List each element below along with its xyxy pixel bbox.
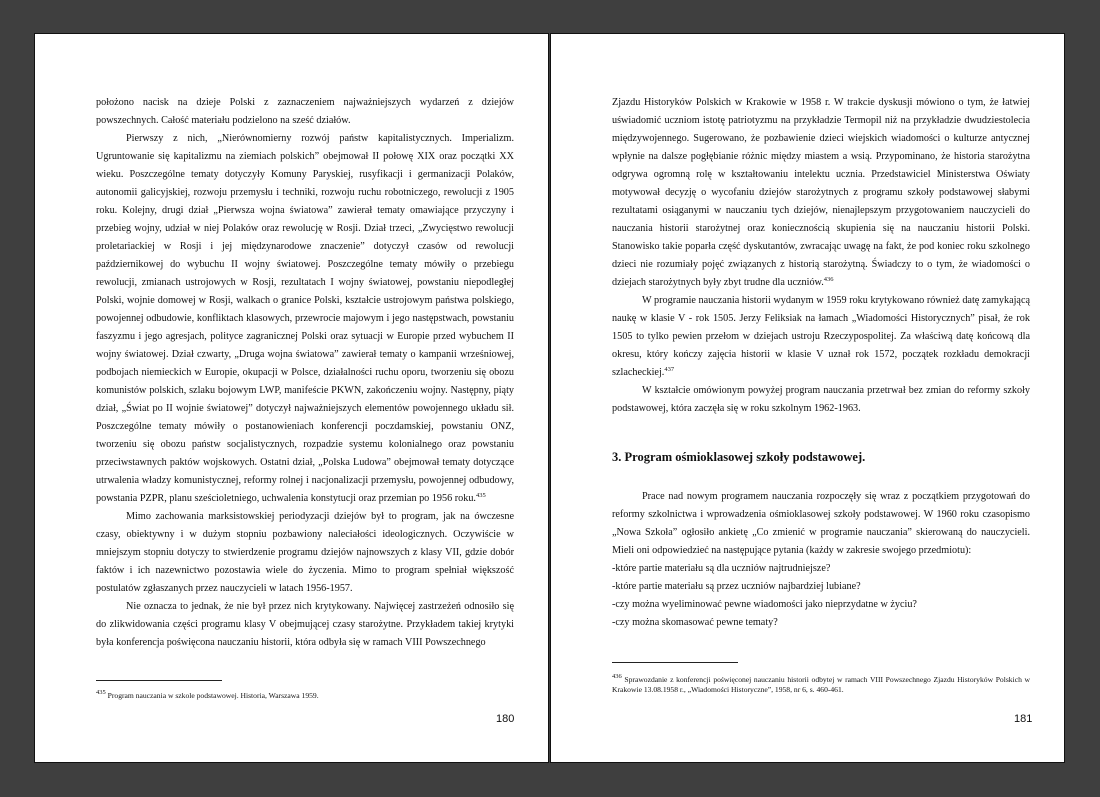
question-item: -czy można skomasować pewne tematy?	[612, 617, 778, 628]
section-heading: 3. Program ośmioklasowej szkoły podstawowej.	[612, 450, 866, 464]
footnote-separator	[96, 680, 222, 681]
right-page-body	[612, 94, 1030, 632]
footnote: $^{436}$ Sprawozdanie z konferencji poświęconej nauczaniu historii odbytej w ramach VIII Powszechnego Zjazdu Historyków Polskich w Krakowie 13.08.1958 r., „Wiadomości Historyczne”, 1958, nr 6, s. 460-461.	[612, 673, 1030, 694]
question-item: -czy można wyeliminować pewne wiadomości jako nieprzydatne w życiu?	[612, 599, 917, 610]
page-181	[550, 33, 1065, 763]
page-number: 180	[496, 713, 515, 725]
question-item: -które partie materiału są dla uczniów najtrudniejsze?	[612, 563, 831, 574]
paragraph: położono nacisk na dzieje Polski z zaznaczeniem najważniejszych wydarzeń z dziejów powszechnych. Całość materiału podzielono na sześć działów.	[96, 97, 514, 126]
question-item: -które partie materiału są przez uczniów najbardziej lubiane?	[612, 581, 861, 592]
page-180	[34, 33, 549, 763]
footnote-separator	[612, 662, 738, 663]
paragraph: Zjazdu Historyków Polskich w Krakowie w 1958 r. W trakcie dyskusji mówiono o tym, że łatwiej uświadomić uczniom istotę patriotyzmu na przykładzie Termopil niż na przykładzie dwudziestolecia międzywojennego. Sugerowano, że pozbawienie dzieci wiejskich wiadomości o kulturze antycznej wpłynie na dalsze pogłębianie różnic między miastem a wsią. Przypominano, że historia starożytna odgrywa ogromną rolę w kształtowaniu intelektu ucznia. Przedstawiciel Ministerstwa Oświaty motywował decyzję o wycofaniu dziejów starożytnych z programu szkoły podstawowej słabymi rezultatami osiąganymi w nauczaniu tych dziejów, nienajlepszym przygotowaniem nauczycieli do nauczania historii starożytnej oraz koniecznością skupienia się na nauczaniu historii Polski. Stanowisko takie poparła część dyskutantów, zwracając uwagę na fakt, że pod koniec roku szkolnego dzieci nie rozumiały pojęć związanych z historią starożytną. Świadczy to o tym, że wiadomości o dziejach starożytnych były zbyt trudne dla uczniów.$^{436}$	[612, 97, 1030, 288]
page-number: 181	[1014, 713, 1033, 725]
paragraph: W programie nauczania historii wydanym w 1959 roku krytykowano również datę zamykającą naukę w klasie V - rok 1505. Jerzy Feliksiak na łamach „Wiadomości Historycznych” pisał, że rok 1505 to tylko pewien przełom w dziejach ustroju Rzeczypospolitej. Za właściwą datę końcową dla okresu, który kończy zajęcia historii w klasie V uznał rok 1572, początek rozkładu demokracji szlacheckiej.$^{437}$	[612, 295, 1030, 378]
left-page-body	[96, 94, 514, 652]
footnote-number: 436	[612, 673, 622, 680]
paragraph: W kształcie omówionym powyżej program nauczania przetrwał bez zmian do reformy szkoły podstawowej, która zaczęła się w roku szkolnym 1962-1963.	[612, 385, 1030, 414]
paragraph: Prace nad nowym programem nauczania rozpoczęły się wraz z początkiem przygotowań do reformy szkolnictwa i wprowadzenia ośmioklasowej szkoły podstawowej. W 1960 roku czasopismo „Nowa Szkoła” ogłosiło ankietę „Co zmienić w programie nauczania” skierowaną do nauczycieli. Mieli oni odpowiedzieć na następujące pytania (każdy w zakresie swojego przedmiotu):	[612, 491, 1030, 556]
paragraph: Nie oznacza to jednak, że nie był przez nich krytykowany. Najwięcej zastrzeżeń odnosiło się do zlikwidowania części programu klasy V obejmującej czasy starożytne. Przykładem takiej krytyki była konferencja poświęcona nauczaniu historii, która odbyła się w ramach VIII Powszechnego	[96, 601, 514, 648]
footnote-ref: 436	[823, 276, 834, 283]
footnote-ref: 435	[475, 492, 486, 499]
footnote: $^{435}$ Program nauczania w szkole podstawowej. Historia, Warszawa 1959.	[96, 689, 319, 700]
footnote-ref: 437	[664, 366, 675, 373]
paragraph: Mimo zachowania marksistowskiej periodyzacji dziejów był to program, jak na ówczesne czasy, obiektywny i w dużym stopniu pozbawiony naleciałości ideologicznych. Oczywiście w mniejszym stopniu dotyczy to stwierdzenie programu dziejów najnowszych z klasy VII, gdzie dobór faktów i ich nazewnictwo pozostawia wiele do życzenia. Mimo to program spełniał większość postulatów zgłaszanych przez nauczycieli w latach 1956-1957.	[96, 511, 514, 594]
paragraph: Pierwszy z nich, „Nierównomierny rozwój państw kapitalistycznych. Imperializm. Ugruntowanie się kapitalizmu na ziemiach polskich” obejmował II połowę XIX oraz początki XX wieku. Poszczególne tematy dotyczyły Komuny Paryskiej, rusyfikacji i germanizacji Polaków, autonomii galicyjskiej, rozwoju przemysłu i techniki, rozwoju ruchu robotniczego, rewolucji z 1905 roku. Kolejny, drugi dział „Pierwsza wojna światowa” zawierał tematy omawiające przyczyny i przebieg wojny, udział w niej Polaków oraz rewolucję w Rosji. Dział trzeci, „Zwycięstwo rewolucji proletariackiej w Rosji i jej międzynarodowe znaczenie” dotyczył czasów od rewolucji październikowej do wybuchu II wojny światowej. Poszczególne tematy mówiły o przebiegu rewolucji, zmianach ustrojowych w Rosji, rezultatach I wojny światowej, powstaniu niepodległej Polski, wojnie domowej w Rosji, walkach o granice Polski, kształcie ustrojowym państwa polskiego, powojennej odbudowie, konfliktach klasowych, przewrocie majowym i jego następstwach, powstaniu faszyzmu i jego agresjach, polityce zagranicznej Polski oraz sytuacji w Europie przed wybuchem II wojny światowej. Dział czwarty, „Druga wojna światowa” zawierał tematy o kampanii wrześniowej, podbojach niemieckich w Europie, okupacji w Polsce, działalności ruchu oporu, tworzeniu się obozu komunistów polskich, szlaku bojowym LWP, manifeście PKWN, zakończeniu wojny. Następny, piąty dział, „Świat po II wojnie światowej” dotyczył najważniejszych elementów powojennego układu sił. Poszczególne tematy mówiły o postanowieniach konferencji poczdamskiej, powstaniu ONZ, tworzeniu się obozu państw socjalistycznych, rozpadzie systemu kolonialnego oraz powstaniu przeciwstawnych paktów wojskowych. Ostatni dział, „Polska Ludowa” obejmował tematy dotyczące utrwalenia władzy komunistycznej, reformy rolnej i nacjonalizacji przemysłu, powojennej odbudowy, powstania PZPR, planu sześcioletniego, uchwalenia konstytucji oraz przemian po 1956 roku.$^{435}$	[96, 133, 514, 504]
footnote-number: 435	[96, 689, 106, 696]
